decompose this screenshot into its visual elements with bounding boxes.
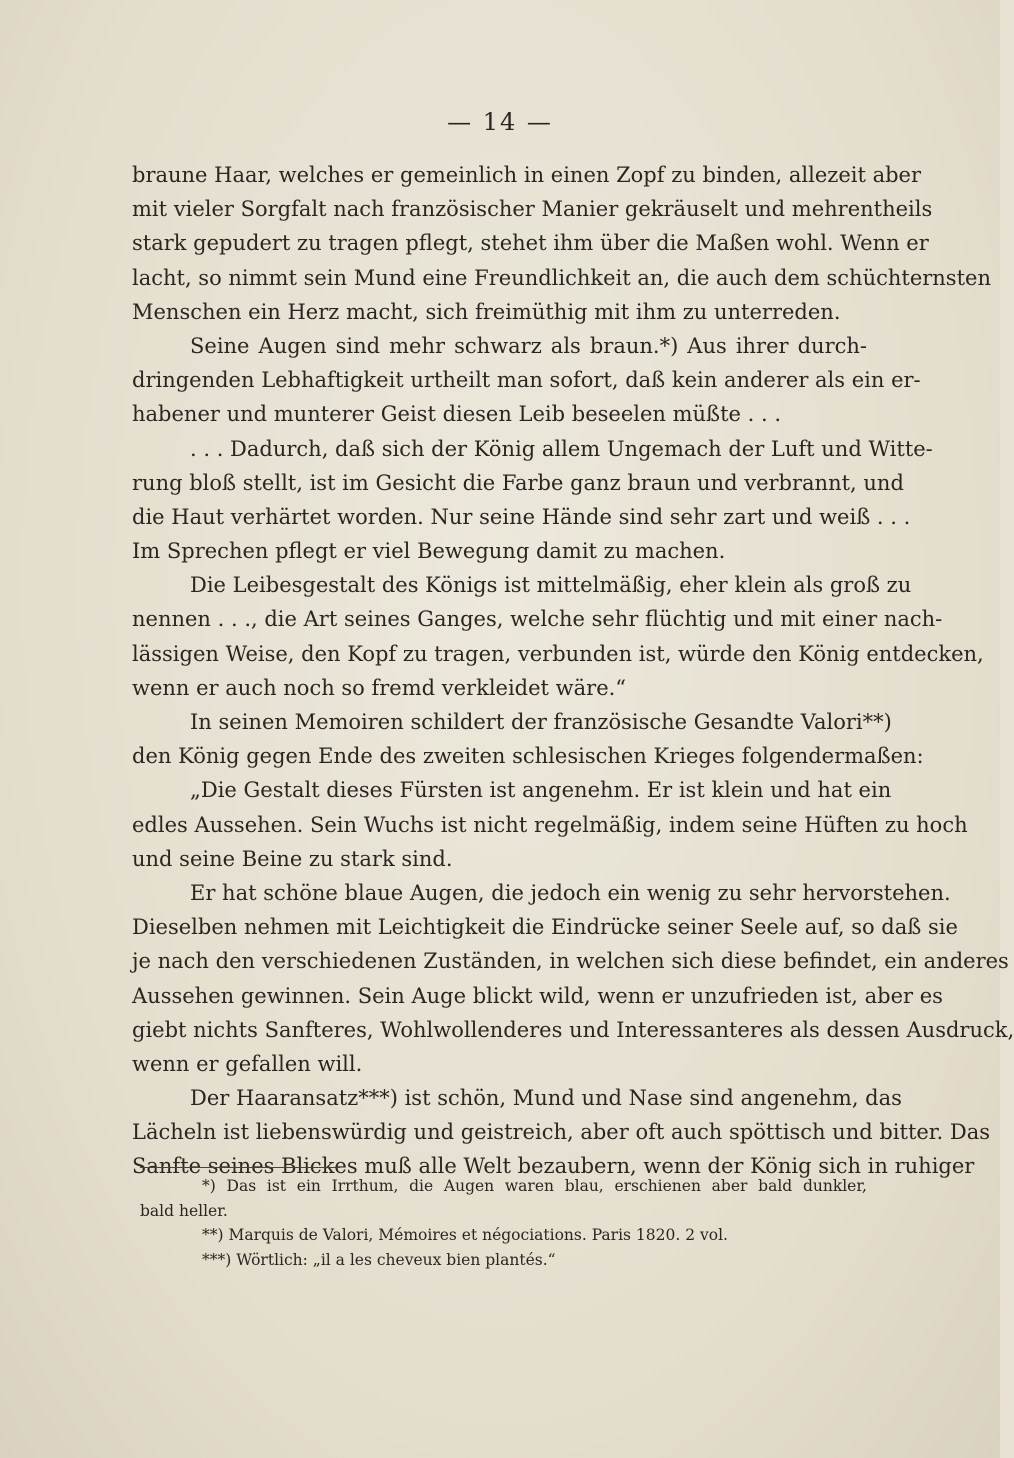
- text-line: und seine Beine zu stark sind.: [132, 846, 453, 871]
- text-line: die Haut verhärtet worden. Nur seine Hände sind sehr zart und weiß . . .: [132, 504, 911, 529]
- text-line: wenn er auch noch so fremd verkleidet wäre.“: [132, 675, 627, 700]
- text-line: . . . Dadurch, daß sich der König allem Ungemach der Luft und Witte-: [190, 436, 933, 461]
- body-text: [132, 158, 1014, 1184]
- text-line: lässigen Weise, den Kopf zu tragen, verbunden ist, würde den König entdecken,: [132, 641, 984, 666]
- text-line: lacht, so nimmt sein Mund eine Freundlichkeit an, die auch dem schüchternsten: [132, 265, 991, 290]
- text-line: „Die Gestalt dieses Fürsten ist angenehm. Er ist klein und hat ein: [190, 778, 892, 803]
- footnote-line: ***) Wörtlich: „il a les cheveux bien plantés.“: [202, 1250, 556, 1269]
- footnote-line: *) Das ist ein Irrthum, die Augen waren blau, erschienen aber bald dunkler,: [202, 1177, 867, 1195]
- text-line: Aussehen gewinnen. Sein Auge blickt wild, wenn er unzufrieden ist, aber es: [132, 983, 943, 1008]
- text-line: Sanfte seines Blickes muß alle Welt bezaubern, wenn der König sich in ruhiger: [132, 1154, 975, 1179]
- text-line: giebt nichts Sanfteres, Wohlwollenderes und Interessanteres als dessen Ausdruck,: [132, 1017, 1014, 1042]
- text-line: je nach den verschiedenen Zuständen, in welchen sich diese befindet, ein anderes: [132, 949, 1009, 974]
- text-line: nennen . . ., die Art seines Ganges, welche sehr flüchtig und mit einer nach-: [132, 607, 943, 632]
- text-line: braune Haar, welches er gemeinlich in einen Zopf zu binden, allezeit aber: [132, 163, 922, 187]
- text-line: In seinen Memoiren schildert der französische Gesandte Valori**): [190, 710, 892, 734]
- page-number: — 14 —: [447, 108, 553, 136]
- text-line: den König gegen Ende des zweiten schlesischen Krieges folgendermaßen:: [132, 744, 924, 769]
- footnote-line: **) Marquis de Valori, Mémoires et négociations. Paris 1820. 2 vol.: [202, 1226, 728, 1244]
- text-line: Der Haaransatz***) ist schön, Mund und Nase sind angenehm, das: [190, 1086, 902, 1111]
- text-line: Dieselben nehmen mit Leichtigkeit die Eindrücke seiner Seele auf, so daß sie: [132, 915, 958, 940]
- text-line: Im Sprechen pflegt er viel Bewegung damit zu machen.: [132, 539, 726, 564]
- footnotes: [140, 1174, 867, 1272]
- text-line: stark gepudert zu tragen pflegt, stehet ihm über die Maßen wohl. Wenn er: [132, 231, 929, 256]
- text-line: Menschen ein Herz macht, sich freimüthig mit ihm zu unterreden.: [132, 299, 841, 324]
- text-line: Lächeln ist liebenswürdig und geistreich, aber oft auch spöttisch und bitter. Das: [132, 1120, 991, 1145]
- footnote-divider: [140, 1167, 340, 1168]
- footnote-line: bald heller.: [140, 1201, 228, 1220]
- text-line: rung bloß stellt, ist im Gesicht die Farbe ganz braun und verbrannt, und: [132, 470, 904, 495]
- text-line: Er hat schöne blaue Augen, die jedoch ein wenig zu sehr hervorstehen.: [190, 880, 951, 905]
- text-line: edles Aussehen. Sein Wuchs ist nicht regelmäßig, indem seine Hüften zu hoch: [132, 812, 968, 837]
- text-line: wenn er gefallen will.: [132, 1051, 363, 1076]
- text-line: dringenden Lebhaftigkeit urtheilt man sofort, daß kein anderer als ein er-: [132, 368, 921, 393]
- text-line: Seine Augen sind mehr schwarz als braun.*) Aus ihrer durch-: [190, 333, 867, 358]
- text-line: habener und munterer Geist diesen Leib beseelen müßte . . .: [132, 402, 782, 427]
- text-line: Die Leibesgestalt des Königs ist mittelmäßig, eher klein als groß zu: [190, 573, 912, 598]
- text-line: mit vieler Sorgfalt nach französischer Manier gekräuselt und mehrentheils: [132, 197, 933, 222]
